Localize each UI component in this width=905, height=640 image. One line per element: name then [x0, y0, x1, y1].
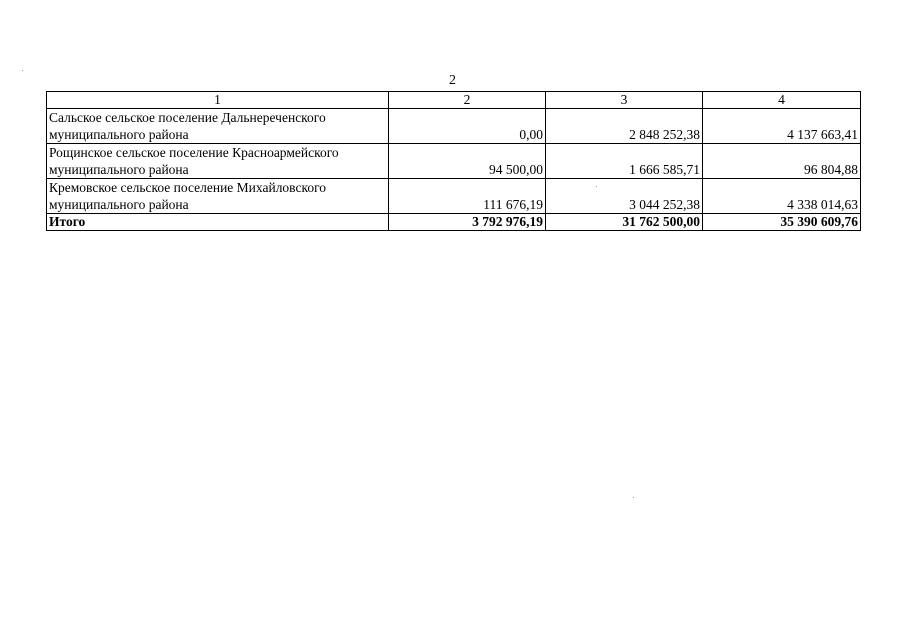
header-col-1: 1 [47, 92, 389, 109]
row-col-3: 3 044 252,38 [546, 179, 703, 214]
scan-speck [596, 186, 597, 187]
total-col-4: 35 390 609,76 [703, 214, 861, 231]
row-name: Сальское сельское поселение Дальнереченского муниципального района [47, 109, 389, 144]
subsidy-table [46, 91, 861, 231]
row-name: Кремовское сельское поселение Михайловского муниципального района [47, 179, 389, 214]
header-col-3: 3 [546, 92, 703, 109]
table-body [47, 109, 861, 214]
header-col-2: 2 [389, 92, 546, 109]
scan-speck [633, 497, 634, 498]
table-row [47, 144, 861, 179]
row-col-2: 94 500,00 [389, 144, 546, 179]
header-row [47, 92, 861, 109]
total-label: Итого [47, 214, 389, 231]
row-col-3: 2 848 252,38 [546, 109, 703, 144]
row-col-4: 96 804,88 [703, 144, 861, 179]
row-name: Рощинское сельское поселение Красноармейского муниципального района [47, 144, 389, 179]
total-col-2: 3 792 976,19 [389, 214, 546, 231]
row-col-3: 1 666 585,71 [546, 144, 703, 179]
table-footer [47, 214, 861, 231]
row-col-2: 111 676,19 [389, 179, 546, 214]
page-number: 2 [449, 73, 456, 88]
total-col-3: 31 762 500,00 [546, 214, 703, 231]
table-row [47, 109, 861, 144]
table-header [47, 92, 861, 109]
total-row [47, 214, 861, 231]
header-col-4: 4 [703, 92, 861, 109]
scan-speck [22, 70, 23, 71]
row-col-4: 4 137 663,41 [703, 109, 861, 144]
row-col-4: 4 338 014,63 [703, 179, 861, 214]
table-row [47, 179, 861, 214]
row-col-2: 0,00 [389, 109, 546, 144]
